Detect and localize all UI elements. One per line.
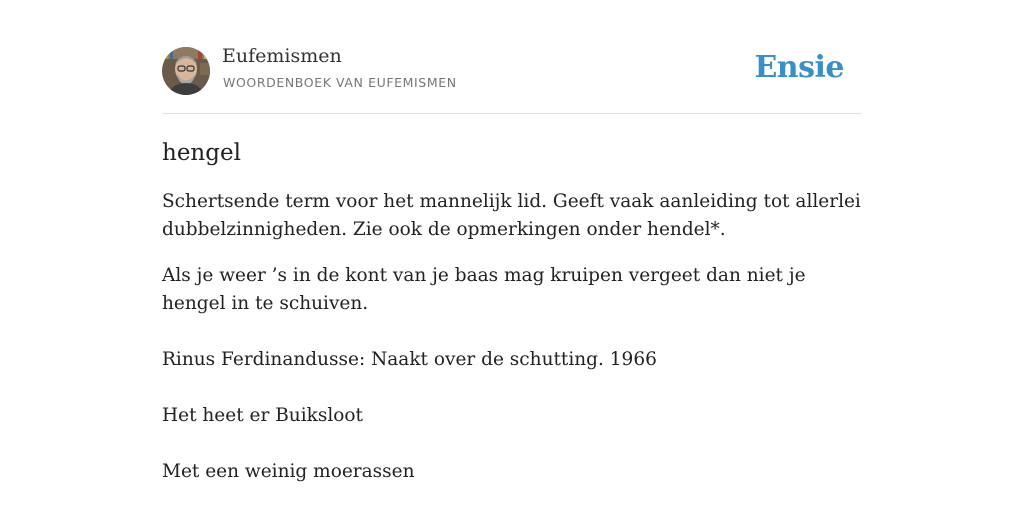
quote-source: Rinus Ferdinandusse: Naakt over de schutting. 1966	[162, 349, 657, 370]
avatar[interactable]	[162, 47, 210, 95]
entry-headword: hengel	[162, 140, 241, 166]
avatar-image	[162, 47, 210, 95]
site-subtitle[interactable]: WOORDENBOEK VAN EUFEMISMEN	[223, 75, 457, 90]
page	[162, 0, 862, 514]
brand-logo[interactable]: Ensie	[754, 50, 844, 85]
quote-line: Het heet er Buiksloot	[162, 405, 363, 426]
site-header	[162, 0, 862, 114]
entry-definition: Schertsende term voor het mannelijk lid. Geeft vaak aanleiding tot allerlei dubbelzinnigheden. Zie ook de opmerkingen onder hendel*.	[162, 191, 861, 240]
quote-line: Als je weer ’s in de kont van je baas mag kruipen vergeet dan niet je hengel in te schuiven.	[162, 265, 806, 314]
quote-line: Met een weinig moerassen	[162, 461, 415, 482]
entry-quote	[162, 262, 862, 486]
site-name[interactable]: Eufemismen	[222, 45, 342, 67]
entry-content	[162, 138, 862, 486]
